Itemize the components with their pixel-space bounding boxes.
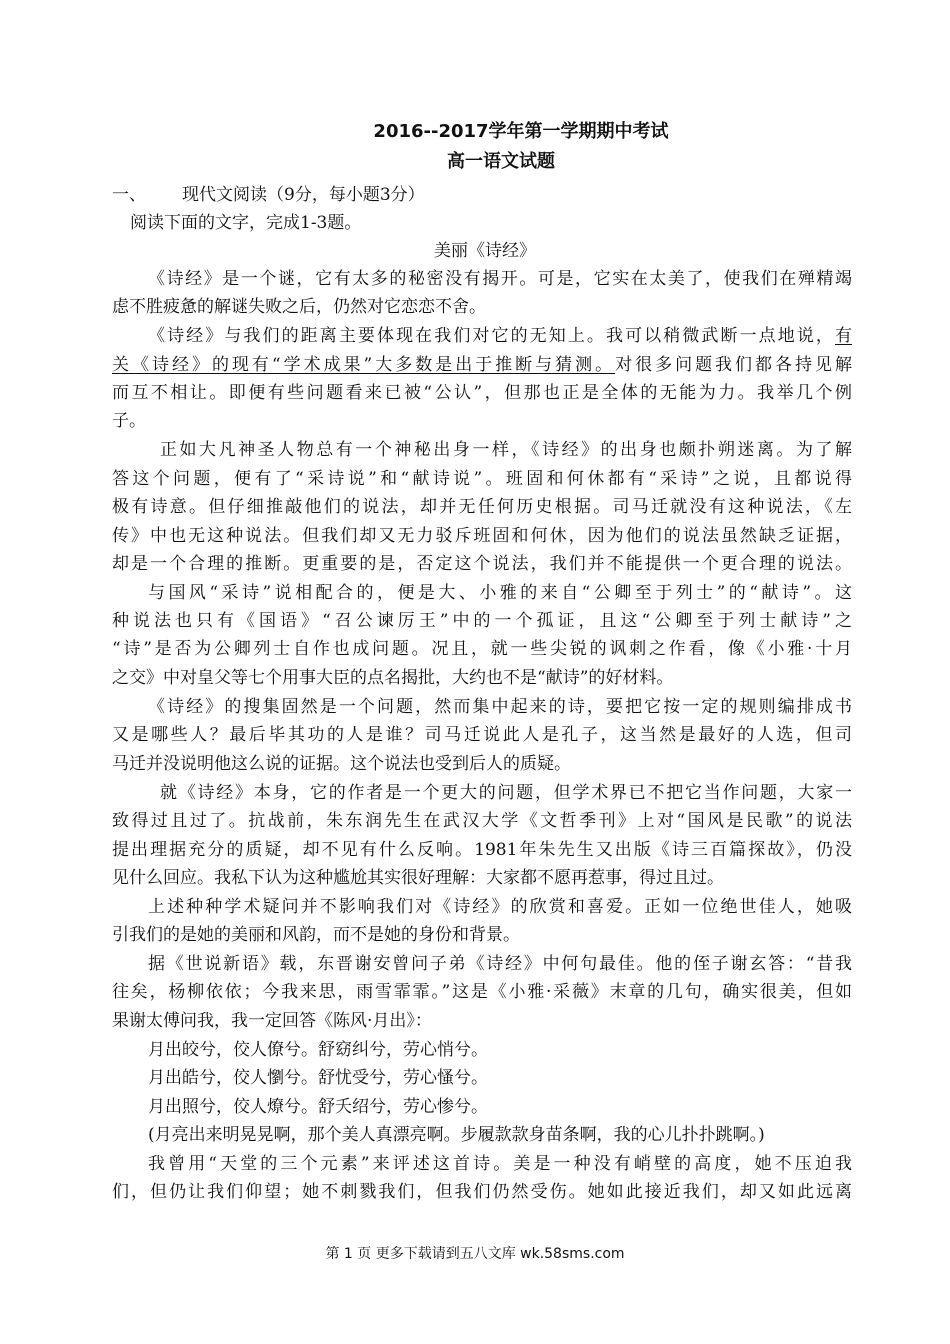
text-line: 又是哪些人？最后毕其功的人是谁？司马迁说此人是孔子，这当然是最好的人选，但司 [112,725,852,745]
text-line [112,352,852,378]
text-line: 《诗经》是一个谜，它有太多的秘密没有揭开。可是，它实在太美了，使我们在殚精竭 [148,269,852,289]
underlined-segment: 有 [835,326,852,346]
text-line: 据《世说新语》载，东晋谢安曾问子弟《诗经》中何句最佳。他的侄子谢玄答：“昔我 [148,954,852,974]
text-segment: 《诗经》与我们的距离主要体现在我们对它的无知上。我可以稍微武断一点地说， [148,326,835,346]
text-line: 极有诗意。但仔细推敲他们的说法，却并无任何历史根据。司马迁就没有这种说法，《左 [112,497,852,517]
exam-subtitle: 高一语文试题 [447,151,555,172]
text-line: 答这个问题，便有了“采诗说”和“献诗说”。班固和何休都有“采诗”之说，且都说得 [112,469,852,489]
underlined-segment: 关《诗经》的现有“学术成果”大多数是出于推断与猜测。 [112,355,616,375]
text-line: 致得过且过了。抗战前，朱东润先生在武汉大学《文哲季刊》上对“国风是民歌”的说法 [112,811,852,831]
text-line: 正如大凡神圣人物总有一个神秘出身一样，《诗经》的出身也颇扑朔迷离。为了解 [160,440,852,460]
text-line: 却是一个合理的推断。更重要的是，否定这个说法，我们并不能提供一个更合理的说法。 [112,554,852,574]
text-line: 我曾用“天堂的三个元素”来评述这首诗。美是一种没有峭壁的高度，她不压迫我 [148,1154,852,1174]
text-line: 引我们的是她的美丽和风韵，而不是她的身份和背景。 [112,925,520,945]
text-line: 上述种种学术疑问并不影响我们对《诗经》的欣赏和喜爱。正如一位绝世佳人，她吸 [148,897,852,917]
passage-title: 美丽《诗经》 [434,241,536,261]
text-line [148,323,852,349]
text-line: “诗”是否为公卿列士自作也成问题。况且，就一些尖锐的讽刺之作看，像《小雅·十月 [112,639,852,659]
instruction: 阅读下面的文字，完成1-3题。 [130,213,362,233]
text-line: 传》中也无这种说法。但我们却又无力驳斥班固和何休，因为他们的说法虽然缺乏证据， [112,526,852,546]
page-footer: 第 1 页 更多下载请到五八文库 wk.58sms.com [325,1246,625,1262]
poem-line: 月出皎兮，佼人僚兮。舒窈纠兮，劳心悄兮。 [148,1040,488,1060]
section-text: 现代文阅读（9分，每小题3分） [182,185,425,205]
text-line: 见什么回应。我私下认为这种尴尬其实很好理解：大家都不愿再惹事，得过且过。 [112,868,724,888]
text-line: 往矣，杨柳依依；今我来思，雨雪霏霏。”这是《小雅·采薇》末章的几句，确实很美，但如 [112,982,852,1002]
poem-line: 月出照兮，佼人燎兮。舒夭绍兮，劳心惨兮。 [148,1097,488,1117]
text-line: 种说法也只有《国语》“召公谏厉王”中的一个孤证，且这“公卿至于列士献诗”之 [112,611,852,631]
section-number: 一、 [112,185,146,205]
text-line: 们，但仍让我们仰望；她不刺戮我们，但我们仍然受伤。她如此接近我们，却又如此远离 [112,1182,852,1202]
text-line: 子。 [112,411,146,431]
text-line: 与国风“采诗”说相配合的，便是大、小雅的来自“公卿至于列士”的“献诗”。这 [148,583,852,603]
exam-title: 2016--2017学年第一学期期中考试 [373,121,669,142]
poem-line: 月出皓兮，佼人懰兮。舒忧受兮，劳心慅兮。 [148,1068,488,1088]
text-line: 马迁并没说明他这么说的证据。这个说法也受到后人的质疑。 [112,754,571,774]
text-line: 提出理据充分的质疑，却不见有什么反响。1981年朱先生又出版《诗三百篇探故》，仍没 [112,840,852,860]
poem-translation: (月亮出来明晃晃啊，那个美人真漂亮啊。步履款款身苗条啊，我的心儿扑扑跳啊。) [148,1125,765,1145]
text-segment: 对很多问题我们都各持见解 [615,355,852,375]
text-line: 就《诗经》本身，它的作者是一个更大的问题，但学术界已不把它当作问题，大家一 [160,783,852,803]
text-line: 而互不相让。即便有些问题看来已被“公认”，但那也正是全体的无能为力。我举几个例 [112,383,852,403]
text-line: 虑不胜疲惫的解谜失败之后，仍然对它恋恋不舍。 [112,297,486,317]
text-line: 果谢太傅问我，我一定回答《陈风·月出》： [112,1011,432,1031]
text-line: 之交》中对皇父等七个用事大臣的点名揭批，大约也不是“献诗”的好材料。 [112,668,674,688]
text-line: 《诗经》的搜集固然是一个问题，然而集中起来的诗，要把它按一定的规则编排成书 [148,697,852,717]
